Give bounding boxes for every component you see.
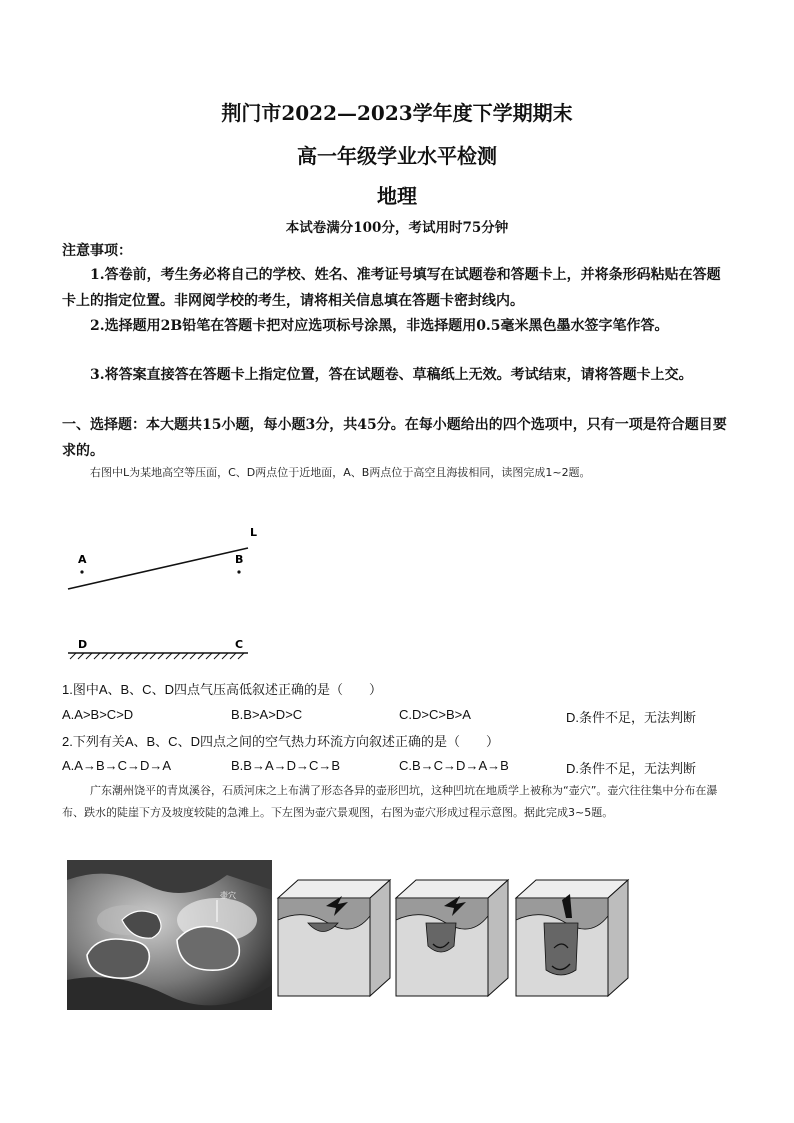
intro-q3-5: 广东潮州饶平的青岚溪谷，石质河床之上布满了形态各异的壶形凹坑，这种凹坑在地质学上被称为“壶穴”。壶穴往往集中分布在瀑布、跌水的陡崖下方及坡度较陡的急滩上。下左图为壶穴景观图，右图为壶穴形成过程示意图。据此完成3~5题。 [62,784,718,819]
block-stage-3 [516,880,628,996]
isobar-L-line [68,548,248,589]
isobar-diagram [60,520,260,660]
label-B: B [235,553,244,566]
label-L: L [250,526,258,539]
block-stage-1 [278,880,390,996]
pothole-outline-1 [87,939,149,978]
block-stage-2 [396,880,508,996]
section1-heading: 一、选择题：本大题共15小题，每小题3分，共45分。在每小题给出的四个选项中，只有一项是符合题目要求的。 [62,417,727,459]
title-line-1: 荆门市2022—2023学年度下学期期末 [221,101,573,125]
photo-caption: 壶穴 [220,891,236,900]
exam-info: 本试卷满分100分，考试用时75分钟 [285,220,509,236]
note-item-3: 3.将答案直接答在答题卡上指定位置，答在试题卷、草稿纸上无效。考试结束，请将答题卡上交。 [90,367,693,383]
q2-option-b[interactable]: B.B→A→D→C→B [231,758,341,773]
notes-heading: 注意事项： [62,243,132,259]
intro-q1-2: 右图中L为某地高空等压面，C、D两点位于近地面，A、B两点位于高空且海拔相同，读图完成1~2题。 [90,466,591,479]
q1-option-c[interactable]: C.D>C>B>A [399,707,471,722]
label-C: C [235,638,244,651]
note-item-1: 1.答卷前，考生务必将自己的学校、姓名、准考证号填写在试题卷和答题卡上，并将条形码粘贴在答题卡上的指定位置。非网阅学校的考生，请将相关信息填在答题卡密封线内。 [62,267,721,309]
point-B [237,570,240,573]
q1-option-d[interactable]: D.条件不足，无法判断 [566,710,697,725]
ground-hatching [70,653,244,659]
q1-stem: 1.图中A、B、C、D四点气压高低叙述正确的是（ ） [62,682,382,697]
note-item-2: 2.选择题用2B铅笔在答题卡把对应选项标号涂黑，非选择题用0.5毫米黑色墨水签字笔作答。 [90,318,669,334]
title-line-2: 高一年级学业水平检测 [297,144,497,168]
q2-option-c[interactable]: C.B→C→D→A→B [399,758,509,773]
q2-stem: 2.下列有关A、B、C、D四点之间的空气热力环流方向叙述正确的是（ ） [62,734,499,749]
subject-title: 地理 [377,184,417,208]
label-D: D [78,638,88,651]
q1-option-b[interactable]: B.B>A>D>C [231,707,303,722]
q2-option-a[interactable]: A.A→B→C→D→A [62,758,172,773]
q2-option-d[interactable]: D.条件不足，无法判断 [566,761,697,776]
point-A [80,570,83,573]
label-A: A [78,553,87,566]
pothole-formation-diagram [276,878,636,1013]
pothole-photo [67,860,272,1010]
q1-option-a[interactable]: A.A>B>C>D [62,707,134,722]
